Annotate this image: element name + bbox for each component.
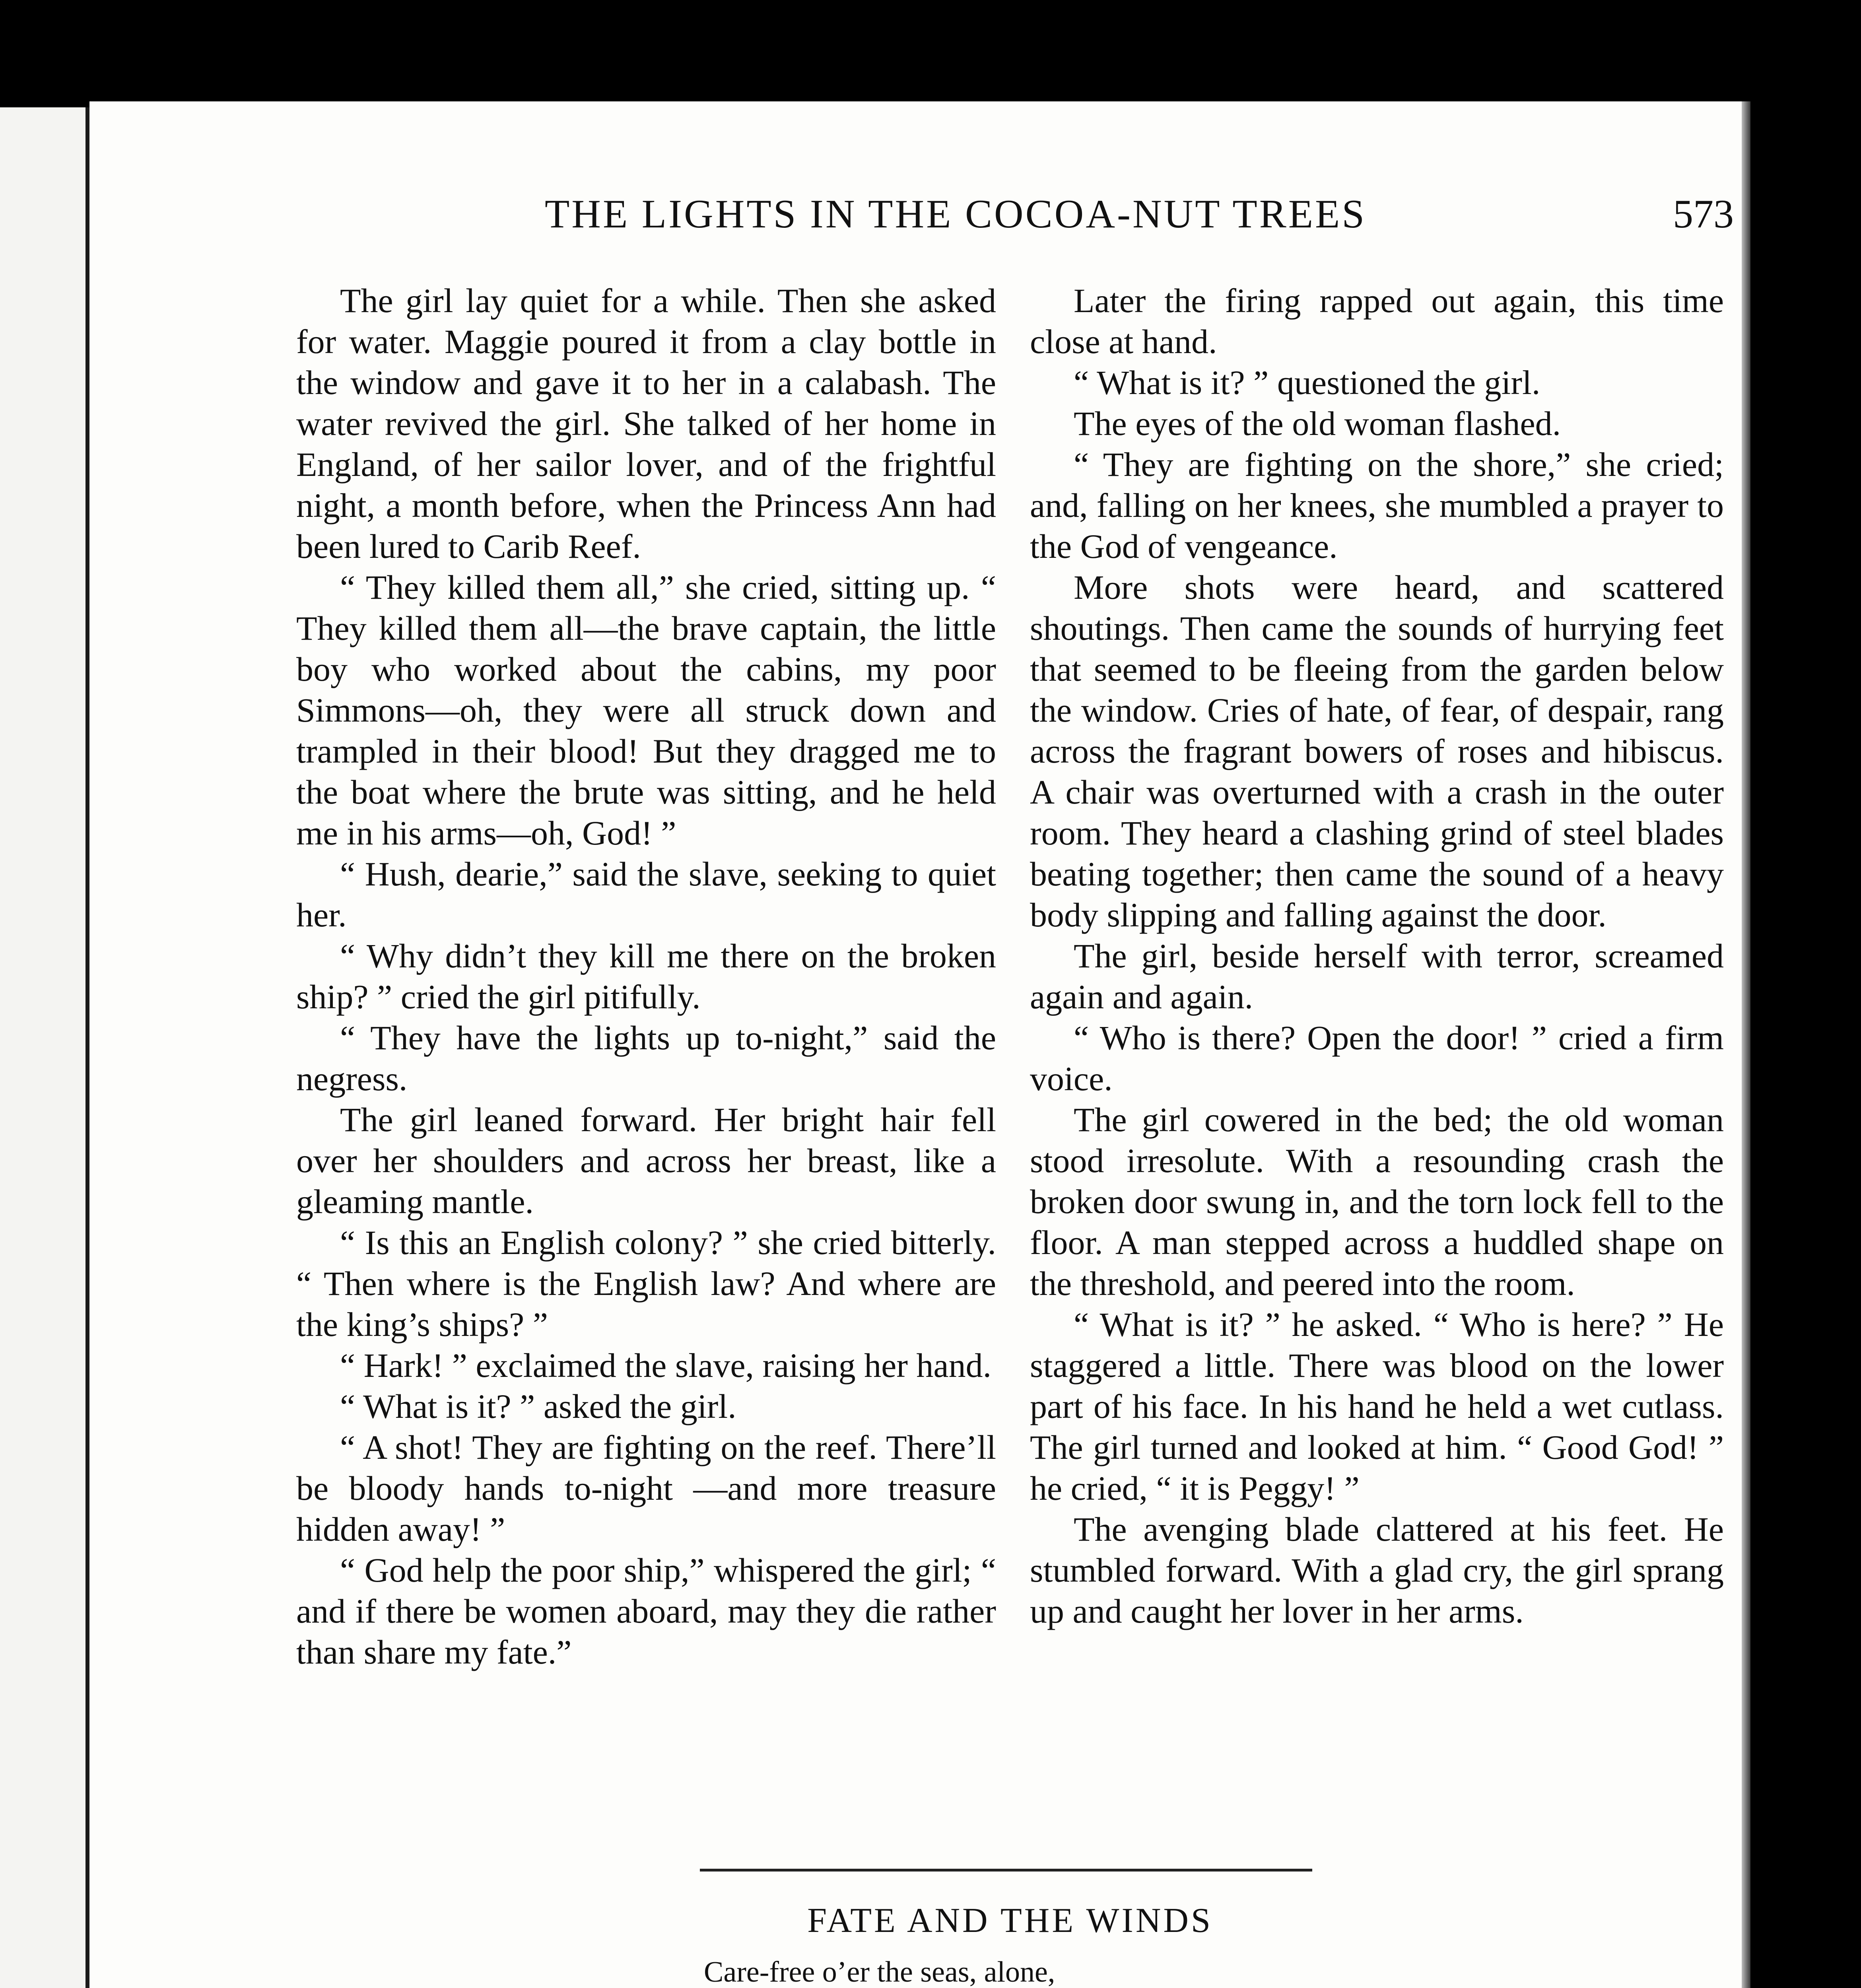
story-paragraph: “ Who is there? Open the door! ” cried a firm voice. xyxy=(1030,1019,1724,1098)
facing-page-edge xyxy=(0,107,89,1988)
story-paragraph: “ What is it? ” questioned the girl. xyxy=(1074,363,1540,402)
story-right-column xyxy=(1030,280,1724,1632)
story-paragraph: Later the firing rapped out again, this time close at hand. xyxy=(1030,282,1724,361)
story-paragraph: “ What is it? ” asked the girl. xyxy=(340,1387,736,1425)
page-number: 573 xyxy=(1673,192,1734,237)
story-paragraph: “ Hush, dearie,” said the slave, seeking to quiet her. xyxy=(296,855,996,934)
story-paragraph: “ God help the poor ship,” whispered the girl; “ and if there be women aboard, may they die rather than share my fate.” xyxy=(296,1551,996,1671)
page-edge-shadow xyxy=(1742,101,1750,1988)
story-paragraph: “ They killed them all,” she cried, sitting up. “ They killed them all—the brave captain, the little boy who worked about the cabins, my poor Simmons—oh, they were all struck down and trampled in their blood! But they dragged me to the boat where the brute was sitting, and he held me in his arms—oh, God! ” xyxy=(296,568,996,852)
poem-body xyxy=(704,1956,1483,1988)
poem-stanza xyxy=(704,1956,1483,1988)
story-paragraph: “ A shot! They are fighting on the reef. There’ll be bloody hands to-night —and more treasure hidden away! ” xyxy=(296,1428,996,1548)
story-paragraph: “ Why didn’t they kill me there on the broken ship? ” cried the girl pitifully. xyxy=(296,937,996,1016)
story-paragraph: The girl lay quiet for a while. Then she asked for water. Maggie poured it from a clay bottle in the window and gave it to her in a calabash. The water revived the girl. She talked of her home in England, of her sailor lover, and of the frightful night, a month before, when the Princess Ann had been lured to Carib Reef. xyxy=(296,282,996,565)
story-paragraph: “ They have the lights up to-night,” said the negress. xyxy=(296,1019,996,1098)
story-paragraph: The eyes of the old woman flashed. xyxy=(1074,404,1561,443)
section-divider xyxy=(700,1869,1312,1872)
page-header xyxy=(453,191,1734,258)
story-paragraph: The girl cowered in the bed; the old woman stood irresolute. With a resounding crash the broken door swung in, and the torn lock fell to the floor. A man stepped across a huddled shape on the threshold, and peered into the room. xyxy=(1030,1101,1724,1303)
story-paragraph: The avenging blade clattered at his feet. He stumbled forward. With a glad cry, the girl sprang up and caught her lover in her arms. xyxy=(1030,1510,1724,1630)
story-paragraph: “ They are fighting on the shore,” she cried; and, falling on her knees, she mumbled a prayer to the God of vengeance. xyxy=(1030,445,1724,565)
running-title: THE LIGHTS IN THE COCOA-NUT TREES xyxy=(545,192,1367,237)
story-paragraph: The girl, beside herself with terror, screamed again and again. xyxy=(1030,937,1724,1016)
story-paragraph: The girl leaned forward. Her bright hair fell over her shoulders and across her breast, like a gleaming mantle. xyxy=(296,1101,996,1221)
poem-title: FATE AND THE WINDS xyxy=(807,1901,1213,1940)
story-paragraph: “ Hark! ” exclaimed the slave, raising her hand. xyxy=(340,1346,992,1384)
story-paragraph: “ What is it? ” he asked. “ Who is here? ” He staggered a little. There was blood on the lower part of his face. In his hand he held a wet cutlass. The girl turned and looked at him. “ Good God! ” he cried, “ it is Peggy! ” xyxy=(1030,1305,1724,1507)
poem-line: Care-free o’er the seas, alone, xyxy=(704,1956,1055,1988)
story-paragraph: “ Is this an English colony? ” she cried bitterly. “ Then where is the English law? And where are the king’s ships? ” xyxy=(296,1223,996,1343)
story-paragraph: More shots were heard, and scattered shoutings. Then came the sounds of hurrying feet that seemed to be fleeing from the garden below the window. Cries of hate, of fear, of despair, rang across the fragrant bowers of roses and hibiscus. A chair was overturned with a crash in the outer room. They heard a clashing grind of steel blades beating together; then came the sound of a heavy body slipping and falling against the door. xyxy=(1030,568,1724,934)
story-left-column xyxy=(296,280,996,1673)
